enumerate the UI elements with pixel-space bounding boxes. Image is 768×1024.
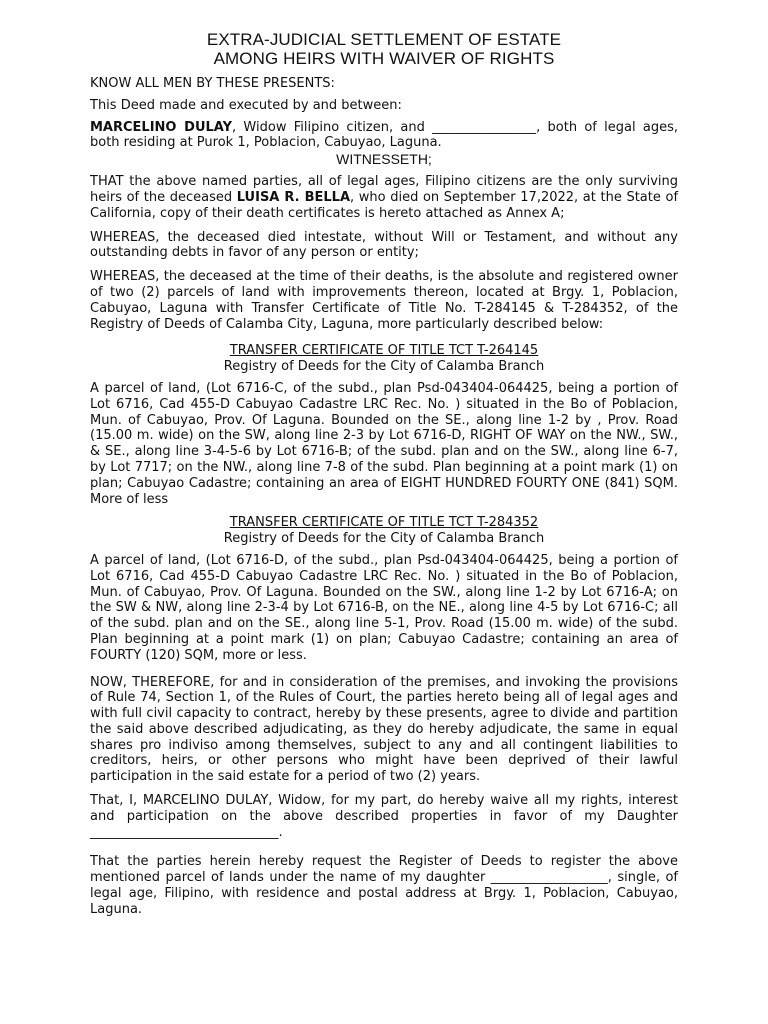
tct-2-registry: Registry of Deeds for the City of Calamba Branch [223,531,545,547]
title-line-2: AMONG HEIRS WITH WAIVER OF RIGHTS [213,49,555,68]
tct-2-header [90,515,678,547]
party-name: MARCELINO DULAY [90,119,233,135]
that-paragraph [90,174,678,221]
tct-1-description: A parcel of land, (Lot 6716-C, of the subd., plan Psd-043404-064425, being a portion of Lot 6716, Cad 455-D Cabuyao Cadastre LRC Rec. No. ) situated in the Bo of Poblacion, Mun. of Cabuyao, Prov. Of Laguna. Bounded on the SE., along line 1-2 by , Prov. Road (15.00 m. wide) on the SW, along line 2-3 by Lot 6716-D, RIGHT OF WAY on the NW., SW., & SE., along line 3-4-5-6 by Lot 6716-B; of the subd. plan and on the SW., along line 6-7, by Lot 7717; on the NW., along line 7-8 of the subd. Plan beginning at a point mark (1) on plan; Cabuyao Cadastre; containing an area of EIGHT HUNDRED FOURTY ONE (841) SQM. More of less [90,380,678,507]
know-all-men: KNOW ALL MEN BY THESE PRESENTS: [90,76,335,91]
document-title [90,30,678,68]
deed-intro: This Deed made and executed by and between: [90,97,402,113]
tct-1-registry: Registry of Deeds for the City of Calamba Branch [223,359,545,375]
whereas-paragraph-1: WHEREAS, the deceased died intestate, without Will or Testament, and without any outstanding debts in favor of any person or entity; [90,229,678,261]
tct-2-heading: TRANSFER CERTIFICATE OF TITLE TCT T-284352 [229,515,539,531]
parties-text: , Widow Filipino citizen, and ________________, both of legal ages, both residing at Purok 1, Poblacion, Cabuyao, Laguna. [90,119,678,151]
that-pre: THAT the above named parties, all of legal ages, Filipino citizens are the only surviving heirs of the deceased [90,174,678,205]
whereas-paragraph-2: WHEREAS, the deceased at the time of their deaths, is the absolute and registered owner of two (2) parcels of land with improvements thereon, located at Brgy. 1, Poblacion, Cabuyao, Laguna with Transfer Certificate of Title No. T-284145 & T-284352, of the Registry of Deeds of Calamba City, Laguna, more particularly described below: [90,269,678,332]
now-therefore-paragraph: NOW, THEREFORE, for and in consideration of the premises, and invoking the provisions of Rule 74, Section 1, of the Rules of Court, the parties hereto being all of legal ages and with full civil capacity to contract, hereby by these presents, agree to divide and partition the said above described adjudicating, as they do hereby adjudicate, the same in equal shares pro indiviso among themselves, subject to any and all contingent liabilities to creditors, heirs, or other persons who might have been deprived of their lawful participation in the said estate for a period of two (2) years. [90,674,678,785]
deceased-name: LUISA R. BELLA [236,189,351,205]
parties-paragraph [90,120,678,152]
tct-2-description: A parcel of land, (Lot 6716-D, of the subd., plan Psd-043404-064425, being a portion of Lot 6716, Cad 455-D Cabuyao Cadastre LRC Rec. No. ) situated in the Bo of Poblacion, Mun. of Cabuyao, Prov. Of Laguna. Bounded on the SW., along line 1-2 by Lot 6716-A; on the SW & NW, along line 2-3-4 by Lot 6716-B, on the NE., along line 4-5 by Lot 6716-C; all of the subd. plan and on the SE., along line 5-1, Prov. Road (15.00 m. wide) of the subd. Plan beginning at a point mark (1) on plan; Cabuyao Cadastre; containing an area of FOURTY (120) SQM, more or less. [90,552,678,663]
witnesseth-heading: WITNESSETH; [336,151,432,168]
tct-1-heading: TRANSFER CERTIFICATE OF TITLE TCT T-264145 [229,343,539,359]
waiver-paragraph: That, I, MARCELINO DULAY, Widow, for my part, do hereby waive all my rights, interest and participation on the above described properties in favor of my Daughter _____________________________. [90,793,678,840]
request-paragraph: That the parties herein hereby request the Register of Deeds to register the above mentioned parcel of lands under the name of my daughter __________________, single, of legal age, Filipino, with residence and postal address at Brgy. 1, Poblacion, Cabuyao, Laguna. [90,854,678,917]
that-post: , who died on September 17,2022, at the State of California, copy of their death certificates is hereto attached as Annex A; [90,189,679,221]
title-line-1: EXTRA-JUDICIAL SETTLEMENT OF ESTATE [206,30,562,49]
document-page [90,30,678,926]
tct-1-header [90,343,678,375]
